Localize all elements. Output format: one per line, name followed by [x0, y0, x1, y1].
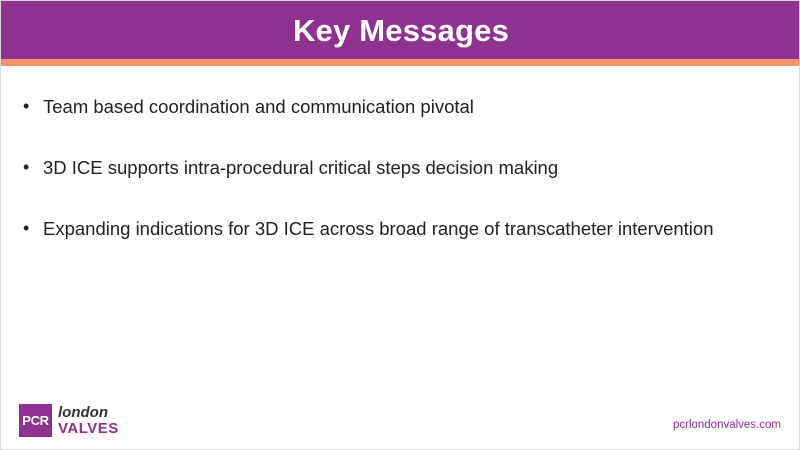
list-item-text: Team based coordination and communication pivotal — [43, 96, 474, 117]
bullet-marker-icon: • — [23, 96, 30, 116]
list-item-text: Expanding indications for 3D ICE across broad range of transcatheter intervention — [43, 218, 714, 239]
bullet-list — [23, 93, 763, 276]
logo-word-valves: VALVES — [58, 419, 119, 437]
list-item-text: 3D ICE supports intra-procedural critical steps decision making — [43, 157, 559, 178]
logo-word-london: london — [58, 403, 108, 421]
pcr-logo-mark: PCR — [19, 404, 52, 437]
bullet-marker-icon: • — [23, 157, 30, 177]
list-item — [23, 154, 763, 181]
page-title: Key Messages — [292, 12, 510, 48]
logo-wordmark — [58, 405, 119, 437]
slide-title-bar — [1, 1, 800, 59]
accent-divider — [1, 59, 800, 66]
pcr-london-valves-logo — [19, 404, 119, 437]
list-item — [23, 215, 763, 242]
list-item — [23, 93, 763, 120]
footer-url: pcrlondonvalves.com — [672, 419, 781, 431]
bullet-marker-icon: • — [23, 218, 30, 238]
